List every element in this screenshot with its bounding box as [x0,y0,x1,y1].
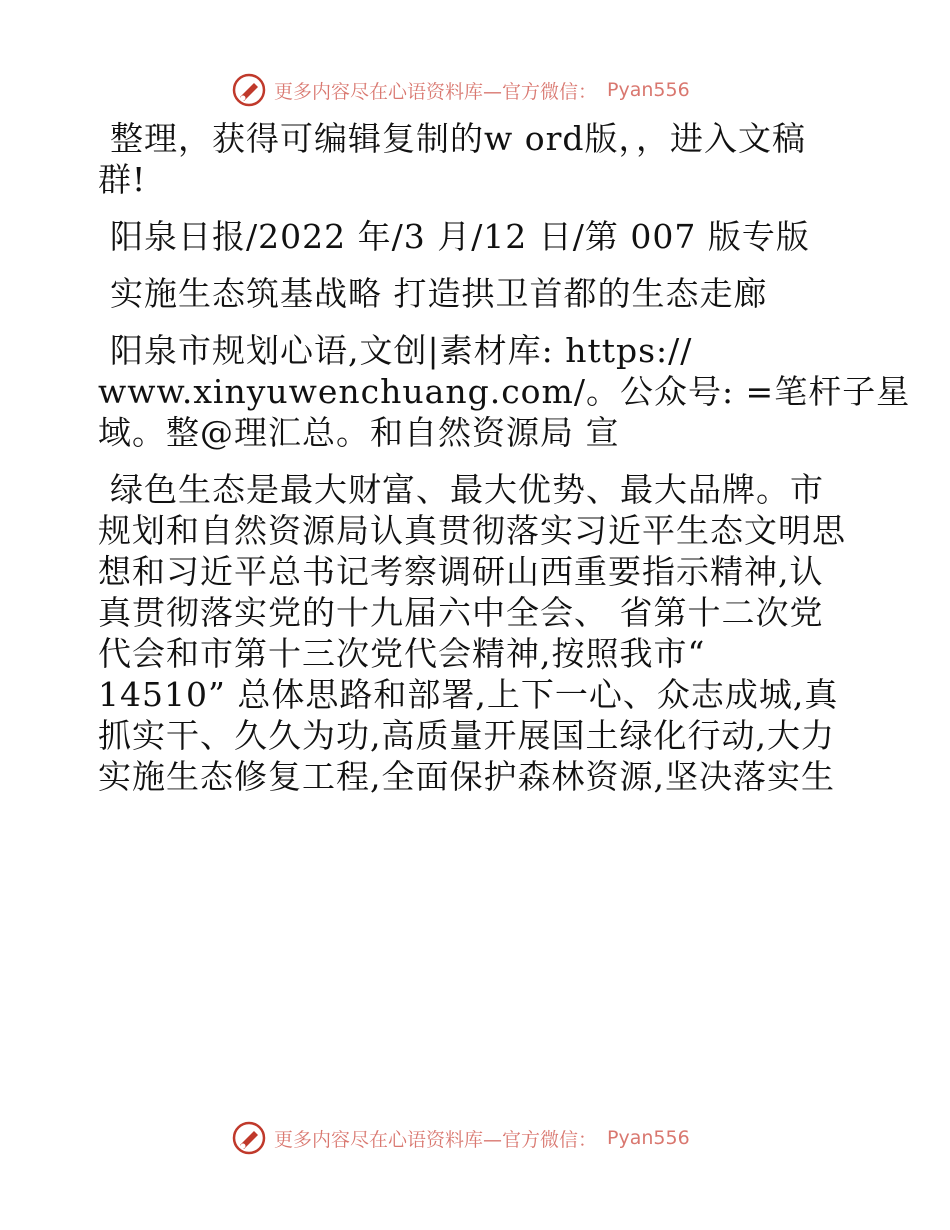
document-body [98,118,911,813]
text-line: 实施生态修复工程,全面保护森林资源,坚决落实生 [98,757,835,796]
text-line: 阳泉市规划心语,文创|素材库: https:// [110,331,693,370]
banner-wechat-id: Pyan556 [607,79,690,101]
text-line: www.xinyuwenchuang.com/。公众号: =笔杆子星 [98,372,911,411]
paragraph-body [98,469,858,797]
text-line: 域。整@理汇总。和自然资源局 宣 [98,413,620,452]
header-banner [232,70,690,110]
pen-seal-icon [232,1121,266,1155]
text-line: 想和习近平总书记考察调研山西重要指示精神,认 [98,552,824,591]
banner-text: 更多内容尽在心语资料库—官方微信： [274,80,598,103]
text-line: 绿色生态是最大财富、最大优势、最大品牌。市 [110,470,824,509]
paragraph-intro [98,118,858,200]
text-line: 实施生态筑基战略 打造拱卫首都的生态走廊 [110,274,768,313]
banner-text: 更多内容尽在心语资料库—官方微信： [274,1128,598,1151]
article-title [98,273,858,314]
paragraph-source [98,216,858,257]
text-line: 阳泉日报/2022 年/3 月/12 日/第 007 版专版 [110,217,810,256]
banner-wechat-id: Pyan556 [607,1127,690,1149]
text-line: 群! [98,160,147,199]
footer-banner [232,1118,690,1158]
text-line: 整理，获得可编辑复制的w ord版，，进入文稿 [110,119,807,158]
text-line: 抓实干、久久为功,高质量开展国土绿化行动,大力 [98,716,835,755]
text-line: 规划和自然资源局认真贯彻落实习近平生态文明思 [98,511,846,550]
pen-seal-icon [232,73,266,107]
text-line: 代会和市第十三次党代会精神,按照我市“ [98,634,706,673]
text-line: 14510” 总体思路和部署,上下一心、众志成城,真 [98,675,839,714]
paragraph-byline [98,330,911,453]
text-line: 真贯彻落实党的十九届六中全会、 省第十二次党 [98,593,824,632]
